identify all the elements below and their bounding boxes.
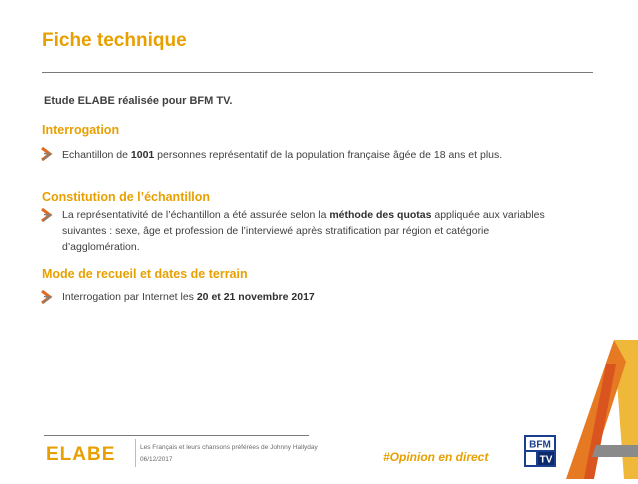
header-divider [42, 72, 593, 73]
study-subtitle: Etude ELABE réalisée pour BFM TV. [44, 95, 233, 107]
body-line [62, 207, 592, 223]
body-text: suivantes : sexe, âge et profession de l’interviewé après stratification par région et catégorie [62, 225, 490, 237]
page-title: Fiche technique [42, 30, 187, 51]
section-title-constitution: Constitution de l’échantillon [42, 190, 211, 204]
elabe-a-logo [566, 340, 638, 479]
elabe-logo: ELABE [46, 444, 116, 465]
body-text: Echantillon de [62, 149, 131, 161]
section-body-constitution [62, 207, 592, 255]
hashtag-opinion: #Opinion en direct [383, 450, 489, 464]
body-text: appliquée aux variables [431, 209, 545, 221]
section-body-mode-recueil [62, 289, 592, 305]
section-body-interrogation [62, 147, 592, 163]
body-line [62, 223, 592, 239]
body-line [62, 147, 592, 163]
body-text: Interrogation par Internet les [62, 291, 197, 303]
footer-divider [44, 435, 309, 436]
bold-text: 1001 [130, 149, 155, 161]
section-title-interrogation: Interrogation [42, 123, 120, 137]
section-title-mode-recueil: Mode de recueil et dates de terrain [42, 267, 248, 281]
svg-text:TV: TV [539, 454, 553, 466]
body-line [62, 289, 592, 305]
body-text: La représentativité de l’échantillon a été assurée selon la [62, 209, 330, 221]
body-text: personnes représentatif de la population française âgée de 18 ans et plus. [154, 149, 503, 161]
svg-text:BFM: BFM [529, 439, 551, 451]
chevron-right-icon [40, 290, 54, 304]
footer-date: 06/12/2017 [140, 456, 173, 463]
footer-separator [135, 439, 136, 467]
bold-text: 20 et 21 novembre 2017 [196, 291, 315, 303]
chevron-right-icon [40, 147, 54, 161]
footer-study-title: Les Français et leurs chansons préférées de Johnny Hallyday [140, 444, 318, 451]
body-text: d’agglomération. [62, 241, 140, 253]
body-line [62, 239, 592, 255]
bold-text: méthode des quotas [329, 209, 432, 221]
chevron-right-icon [40, 208, 54, 222]
bfm-tv-logo [524, 435, 556, 467]
